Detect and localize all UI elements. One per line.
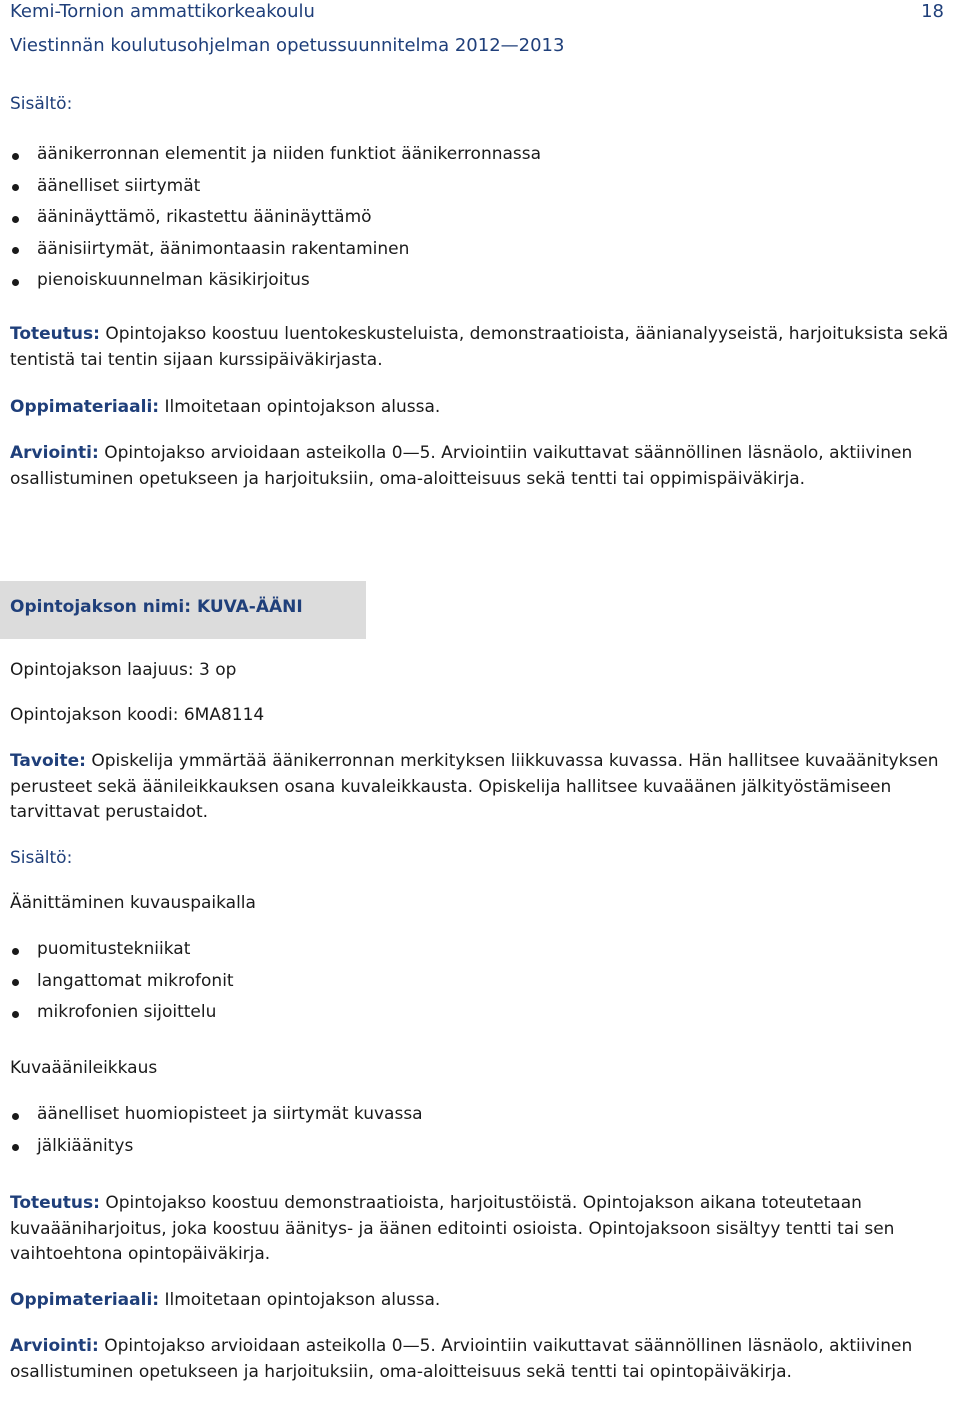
section-title-aanittaminen: Äänittäminen kuvauspaikalla <box>10 893 256 913</box>
oppimateriaali-label: Oppimateriaali: <box>10 397 160 417</box>
toteutus-label: Toteutus: <box>10 324 100 344</box>
course-laajuus: Opintojakson laajuus: 3 op <box>10 660 237 680</box>
bullet-icon <box>12 184 19 191</box>
section-title-kuvaaanileikkaus: Kuvaäänileikkaus <box>10 1058 158 1078</box>
course-name-heading: Opintojakson nimi: KUVA-ÄÄNI <box>10 597 303 617</box>
course1-arviointi <box>10 441 950 492</box>
bullet-icon <box>12 1144 19 1151</box>
organization-name: Kemi-Tornion ammattikorkeakoulu <box>10 1 315 22</box>
list-item: langattomat mikrofonit <box>10 967 950 999</box>
section1-list <box>10 935 950 1030</box>
course1-oppimateriaali <box>10 395 950 420</box>
course2-tavoite <box>10 749 950 826</box>
document-subtitle: Viestinnän koulutusohjelman opetussuunnitelma 2012—2013 <box>10 35 565 56</box>
toteutus-text: Opintojakso koostuu demonstraatioista, harjoitustöistä. Opintojakson aikana toteutetaan kuvaääniharjoitus, joka koostuu äänitys- ja äänen editointi osioista. Opintojaksoon sisältyy tentti tai sen vaihtoehtona opintopäiväkirja. <box>10 1193 895 1264</box>
bullet-icon <box>12 1011 19 1018</box>
bullet-icon <box>12 247 19 254</box>
toteutus-text: Opintojakso koostuu luentokeskusteluista, demonstraatioista, äänianalyyseistä, harjoituksista sekä tentistä tai tentin sijaan kurssipäiväkirjasta. <box>10 324 949 370</box>
course2-oppimateriaali <box>10 1288 950 1313</box>
arviointi-label: Arviointi: <box>10 443 99 463</box>
course2-sisalto-label: Sisältö: <box>10 848 73 868</box>
list-item: pienoiskuunnelman käsikirjoitus <box>10 266 950 298</box>
bullet-icon <box>12 948 19 955</box>
course1-toteutus <box>10 322 950 373</box>
oppimateriaali-text: Ilmoitetaan opintojakson alussa. <box>159 397 441 417</box>
list-item: mikrofonien sijoittelu <box>10 998 950 1030</box>
list-item: jälkiäänitys <box>10 1132 950 1164</box>
oppimateriaali-label: Oppimateriaali: <box>10 1290 160 1310</box>
list-item: ääninäyttämö, rikastettu ääninäyttämö <box>10 203 950 235</box>
course1-sisalto-list <box>10 140 950 298</box>
arviointi-text: Opintojakso arvioidaan asteikolla 0—5. Arviointiin vaikuttavat säännöllinen läsnäolo, aktiivinen osallistuminen opetukseen ja harjoituksiin, oma-aloitteisuus sekä tentti tai opintopäiväkirja. <box>10 1336 913 1382</box>
page-number: 18 <box>921 1 944 22</box>
list-item: äänelliset huomiopisteet ja siirtymät kuvassa <box>10 1100 950 1132</box>
course-koodi: Opintojakson koodi: 6MA8114 <box>10 705 265 725</box>
toteutus-label: Toteutus: <box>10 1193 100 1213</box>
bullet-icon <box>12 216 19 223</box>
course2-arviointi <box>10 1334 950 1385</box>
arviointi-label: Arviointi: <box>10 1336 99 1356</box>
course-heading-box <box>0 581 366 639</box>
tavoite-text: Opiskelija ymmärtää äänikerronnan merkityksen liikkuvassa kuvassa. Hän hallitsee kuvaäänityksen perusteet sekä äänileikkauksen osana kuvaleikkausta. Opiskelija hallitsee kuvaäänen jälkityöstämiseen tarvittavat perustaidot. <box>10 751 939 822</box>
arviointi-text: Opintojakso arvioidaan asteikolla 0—5. Arviointiin vaikuttavat säännöllinen läsnäolo, aktiivinen osallistuminen opetukseen ja harjoituksiin, oma-aloitteisuus sekä tentti tai oppimispäiväkirja. <box>10 443 913 489</box>
list-item: äänikerronnan elementit ja niiden funktiot äänikerronnassa <box>10 140 950 172</box>
tavoite-label: Tavoite: <box>10 751 86 771</box>
list-item: puomitustekniikat <box>10 935 950 967</box>
course2-toteutus <box>10 1191 950 1268</box>
bullet-icon <box>12 1113 19 1120</box>
bullet-icon <box>12 279 19 286</box>
list-item: äänisiirtymät, äänimontaasin rakentaminen <box>10 235 950 267</box>
bullet-icon <box>12 153 19 160</box>
course1-sisalto-label: Sisältö: <box>10 94 73 114</box>
section2-list <box>10 1100 950 1163</box>
list-item: äänelliset siirtymät <box>10 172 950 204</box>
oppimateriaali-text: Ilmoitetaan opintojakson alussa. <box>159 1290 441 1310</box>
bullet-icon <box>12 979 19 986</box>
